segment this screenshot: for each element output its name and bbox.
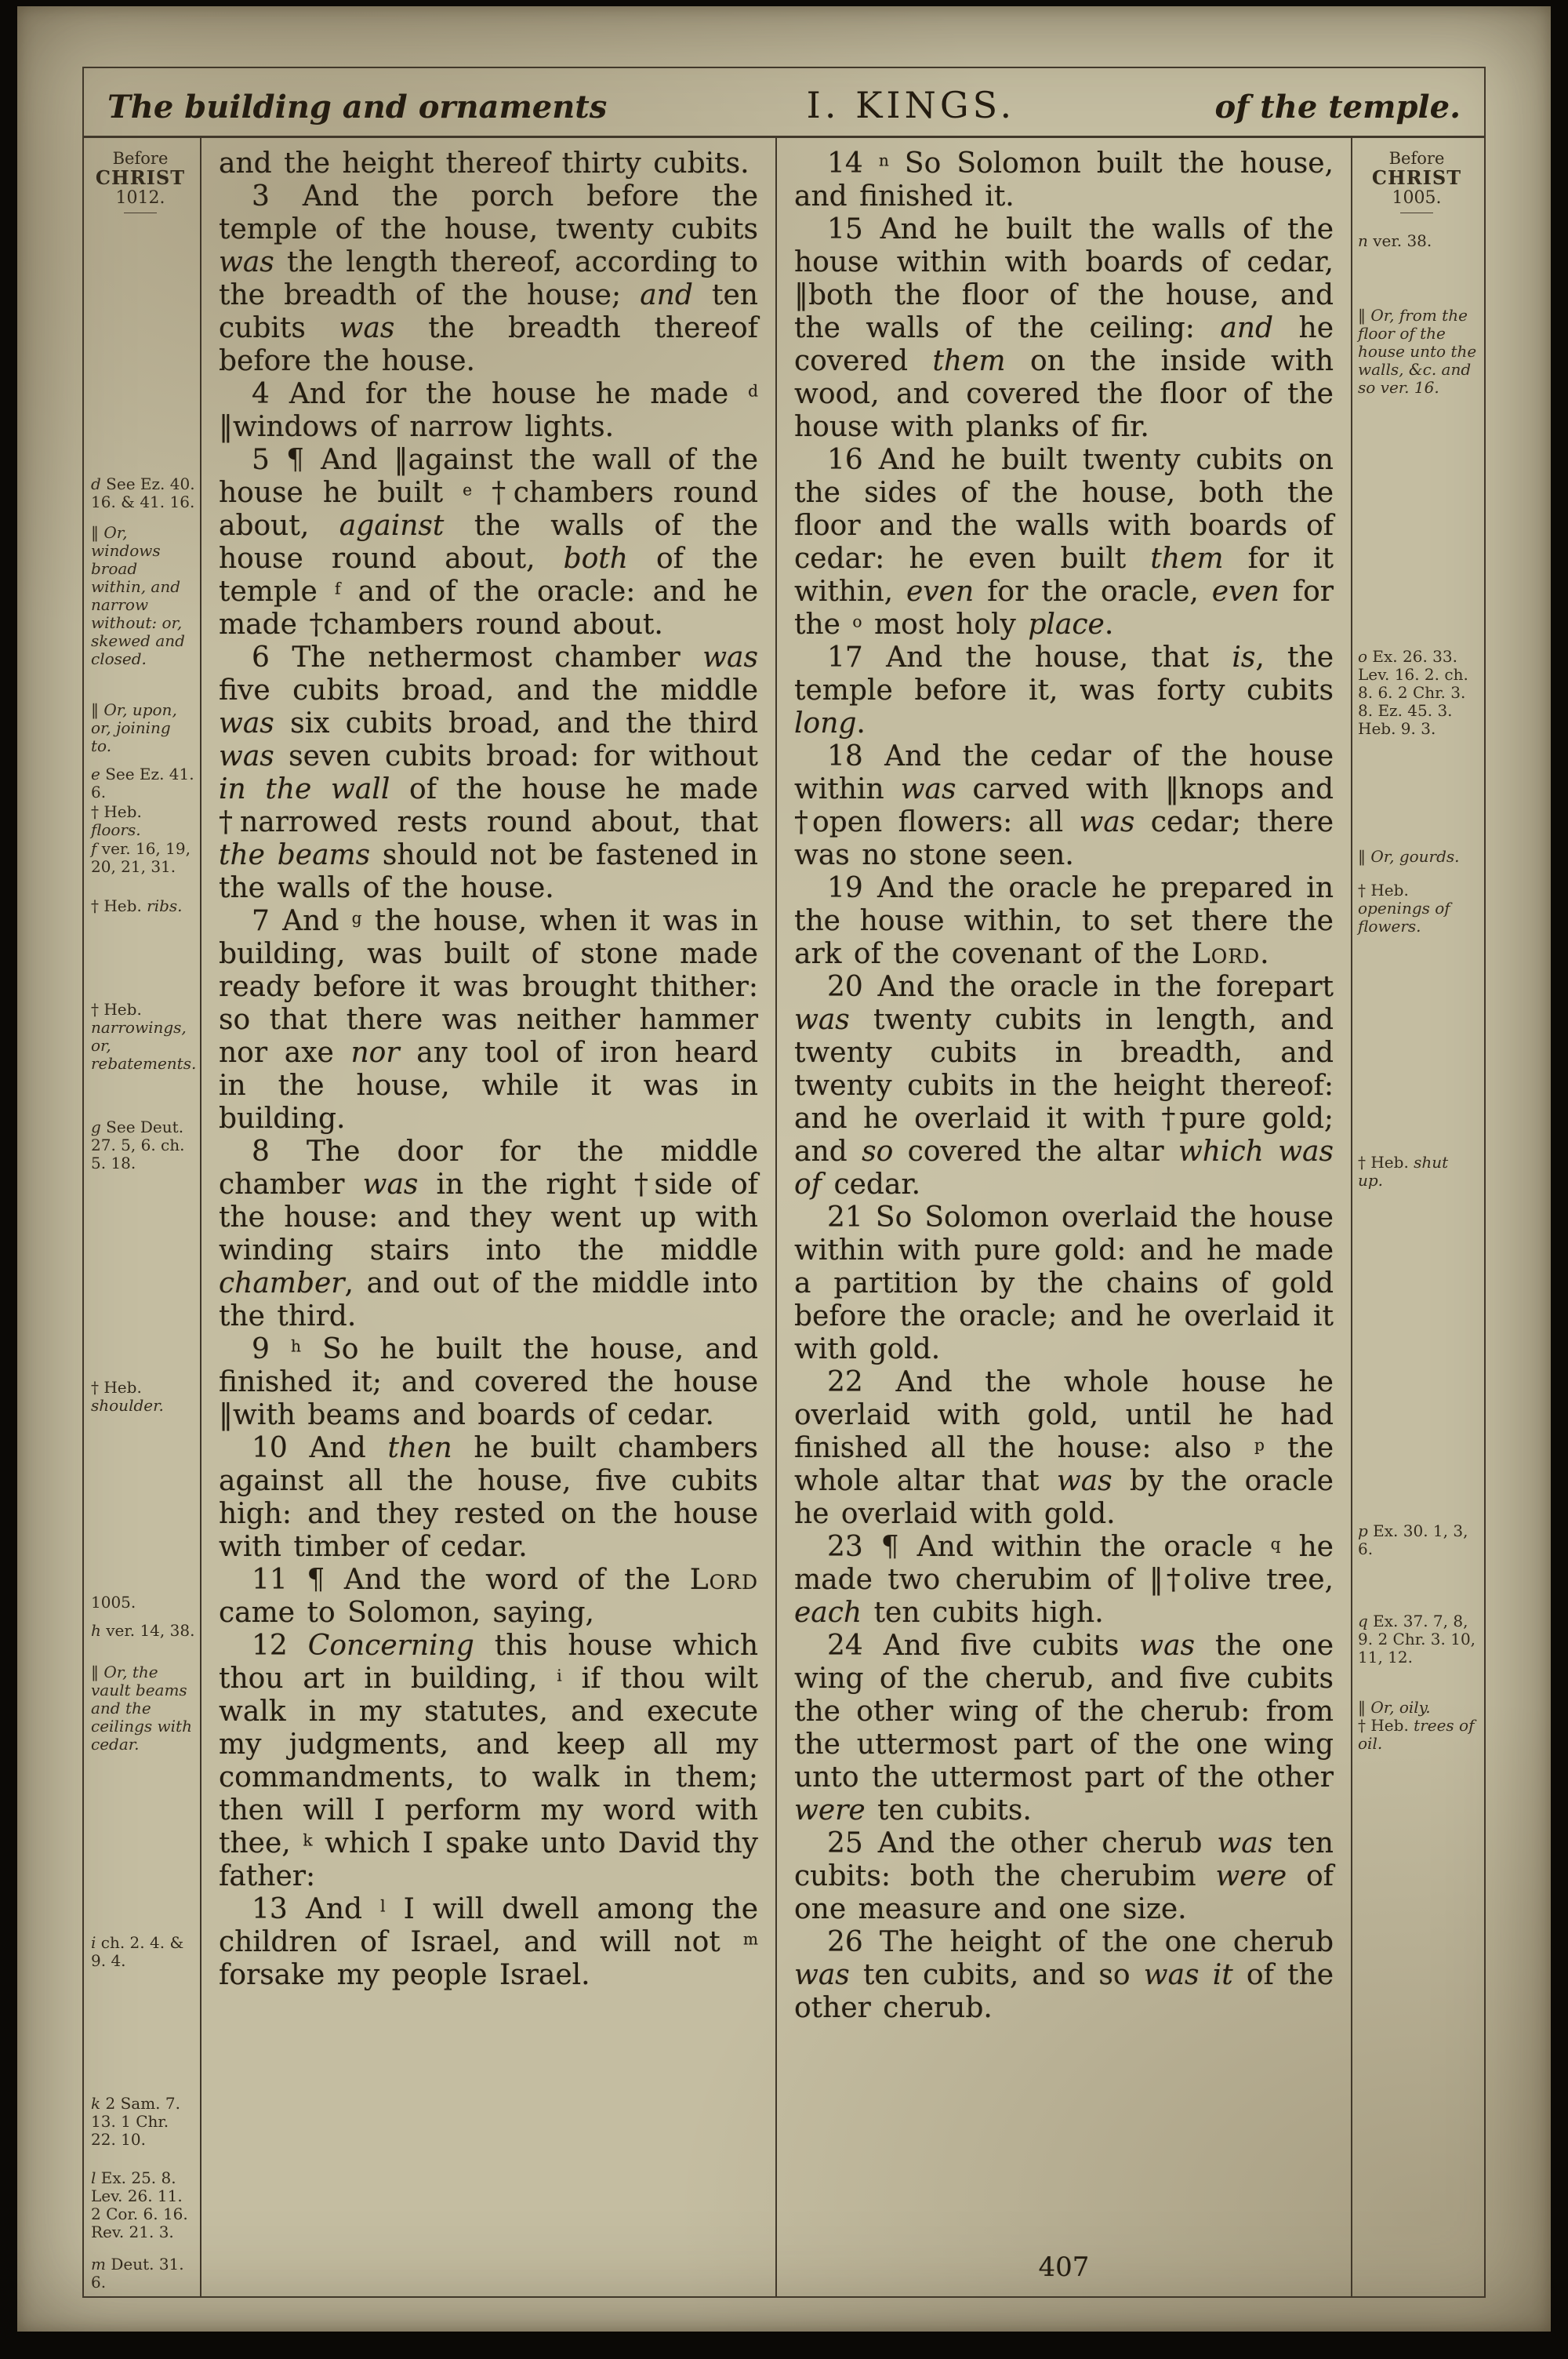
before-christ-word: Before xyxy=(112,149,169,168)
page-content xyxy=(84,138,1484,2296)
margin-note: h ver. 14, 38. xyxy=(91,1621,195,1640)
verse-paragraph: 8 The door for the middle chamber was in the right †side of the house: and they went up with winding stairs into the middle chamber, and out of the middle into the third. xyxy=(219,1136,758,1332)
verse-paragraph: 5 ¶ And ‖against the wall of the house he built $^e$ †chambers round about, against the walls of the house round about, both of the temple $^f$ and of the oracle: and he made †chambers round about. xyxy=(219,444,759,641)
text-block-frame xyxy=(82,67,1486,2298)
verse-paragraph: 19 And the oracle he prepared in the house within, to set there the ark of the covenant of the Lord. xyxy=(794,872,1334,970)
margin-note: g See Deut. 27. 5, 6. ch. 5. 18. xyxy=(91,1118,185,1172)
page-header xyxy=(84,68,1484,138)
margin-note: i ch. 2. 4. & 9. 4. xyxy=(91,1933,184,1970)
margin-note: † Heb. floors. xyxy=(91,802,142,839)
verse-paragraph: 6 The nethermost chamber was five cubits broad, and the middle was six cubits broad, and the third was seven cubits broad: for without in the wall of the house he made †narrowed rests round about, that the beams should not be fastened in the walls of the house. xyxy=(219,642,758,904)
before-christ-word: CHRIST xyxy=(95,166,186,189)
margin-note: n ver. 38. xyxy=(1358,231,1432,250)
running-head-right: of the temple. xyxy=(1214,89,1461,125)
margin-note: † Heb. shoulder. xyxy=(91,1378,164,1415)
verse-paragraph: 3 And the porch before the temple of the house, twenty cubits was the length thereof, according to the breadth of the house; and ten cubits was the breadth thereof before the house. xyxy=(219,180,758,377)
verse-paragraph: 14 $^n$ So Solomon built the house, and finished it. xyxy=(794,147,1334,213)
before-christ-year: 1012. xyxy=(115,188,165,208)
scripture-column-right xyxy=(777,138,1352,2296)
book-title: I. KINGS. xyxy=(806,84,1016,126)
before-christ-date-left xyxy=(84,150,197,213)
left-margin-column xyxy=(84,138,201,2296)
margin-note: f ver. 16, 19, 20, 21, 31. xyxy=(91,839,191,876)
margin-note: k 2 Sam. 7. 13. 1 Chr. 22. 10. xyxy=(91,2094,180,2149)
margin-note: † Heb. narrowings, or, rebatements. xyxy=(91,1000,197,1073)
verse-paragraph: 21 So Solomon overlaid the house within with pure gold: and he made a partition by the chains of gold before the oracle; and he overlaid it with gold. xyxy=(794,1201,1334,1365)
verse-paragraph: 12 Concerning this house which thou art in building, $^i$ if thou wilt walk in my statutes, and execute my judgments, and keep all my commandments, to walk in them; then will I perform my word with thee, $^k$ which I spake unto David thy father: xyxy=(219,1630,758,1892)
margin-note: ‖ Or, gourds. xyxy=(1358,847,1460,866)
margin-note: l Ex. 25. 8. Lev. 26. 11. 2 Cor. 6. 16. Rev. 21. 3. xyxy=(91,2168,188,2241)
margin-note: e See Ez. 41. 6. xyxy=(91,765,194,801)
verse-paragraph: 26 The height of the one cherub was ten cubits, and so was it of the other cherub. xyxy=(794,1926,1334,2024)
margin-note: ‖ Or, oily. † Heb. trees of oil. xyxy=(1358,1698,1475,1753)
verse-paragraph: 16 And he built twenty cubits on the sides of the house, both the floor and the walls with boards of cedar: he even built them for it within, even for the oracle, even for the $^o$ most holy place. xyxy=(794,444,1334,641)
verse-paragraph: 13 And $^l$ I will dwell among the children of Israel, and will not $^m$ forsake my people Israel. xyxy=(219,1893,758,1991)
before-christ-date-right xyxy=(1352,150,1481,213)
verse-paragraph: 17 And the house, that is, the temple before it, was forty cubits long. xyxy=(794,642,1334,740)
margin-note: † Heb. openings of flowers. xyxy=(1358,881,1450,936)
before-christ-word: CHRIST xyxy=(1371,166,1462,189)
verse-paragraph: 20 And the oracle in the forepart was twenty cubits in length, and twenty cubits in breadth, and twenty cubits in the height thereof: and he overlaid it with †pure gold; and so covered the altar which was of cedar. xyxy=(794,971,1334,1201)
verse-paragraph: and the height thereof thirty cubits. xyxy=(219,147,750,180)
margin-note: ‖ Or, windows broad within, and narrow without: or, skewed and closed. xyxy=(91,523,185,668)
verse-paragraph: 24 And five cubits was the one wing of the cherub, and five cubits the other wing of the cherub: from the uttermost part of the one wing unto the uttermost part of the other were ten cubits. xyxy=(794,1630,1334,1826)
margin-note: ‖ Or, from the floor of the house unto the walls, &c. and so ver. 16. xyxy=(1358,306,1477,397)
scripture-column-left xyxy=(201,138,777,2296)
margin-note: ‖ Or, the vault beams and the ceilings with cedar. xyxy=(91,1663,192,1754)
running-head-left: The building and ornaments xyxy=(107,89,608,125)
margin-note: q Ex. 37. 7, 8, 9. 2 Chr. 3. 10, 11, 12. xyxy=(1358,1612,1476,1667)
verse-paragraph: 18 And the cedar of the house within was carved with ‖knops and †open flowers: all was cedar; there was no stone seen. xyxy=(794,740,1334,871)
right-margin-column xyxy=(1352,138,1484,2296)
verse-paragraph: 11 ¶ And the word of the Lord came to Solomon, saying, xyxy=(219,1564,758,1629)
margin-note: † Heb. shut up. xyxy=(1358,1153,1449,1190)
margin-note: ‖ Or, upon, or, joining to. xyxy=(91,700,177,755)
page-number: 407 xyxy=(1038,2252,1090,2283)
scanned-bible-page xyxy=(17,6,1551,2332)
verse-paragraph: 23 ¶ And within the oracle $^q$ he made two cherubim of ‖†olive tree, each ten cubits high. xyxy=(794,1531,1334,1629)
verse-paragraph: 4 And for the house he made $^d$ ‖windows of narrow lights. xyxy=(219,378,758,443)
verse-paragraph: 9 $^h$ So he built the house, and finished it; and covered the house ‖with beams and boards of cedar. xyxy=(219,1333,758,1431)
verse-paragraph: 7 And $^g$ the house, when it was in building, was built of stone made ready before it was brought thither: so that there was neither hammer nor axe nor any tool of iron heard in the house, while it was in building. xyxy=(219,905,758,1135)
margin-note: d See Ez. 40. 16. & 41. 16. xyxy=(91,474,195,511)
before-christ-word: Before xyxy=(1388,149,1445,168)
margin-note: † Heb. ribs. xyxy=(91,896,183,915)
verse-paragraph: 10 And then he built chambers against all the house, five cubits high: and they rested on the house with timber of cedar. xyxy=(219,1432,758,1563)
margin-note: o Ex. 26. 33. Lev. 16. 2. ch. 8. 6. 2 Chr. 3. 8. Ez. 45. 3. Heb. 9. 3. xyxy=(1358,647,1468,738)
before-christ-year: 1005. xyxy=(1392,188,1442,208)
verse-paragraph: 25 And the other cherub was ten cubits: both the cherubim were of one measure and one size. xyxy=(794,1827,1334,1925)
verse-paragraph: 22 And the whole house he overlaid with gold, until he had finished all the house: also $^p$ the whole altar that was by the oracle he overlaid with gold. xyxy=(794,1366,1334,1530)
margin-date-note: 1005. xyxy=(91,1593,136,1612)
verse-paragraph: 15 And he built the walls of the house within with boards of cedar, ‖both the floor of the house, and the walls of the ceiling: and he covered them on the inside with wood, and covered the floor of the house with planks of fir. xyxy=(794,213,1334,443)
margin-note: m Deut. 31. 6. xyxy=(91,2255,184,2292)
margin-note: p Ex. 30. 1, 3, 6. xyxy=(1358,1521,1468,1558)
